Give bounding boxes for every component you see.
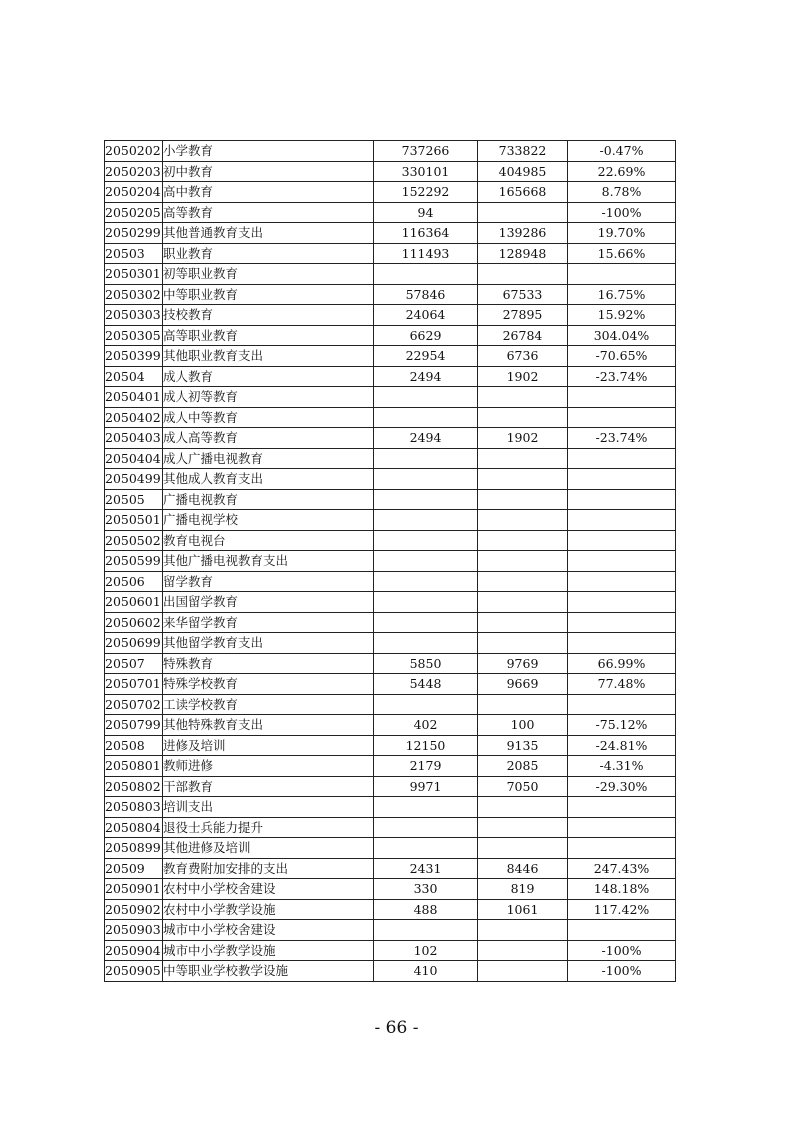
row-code-cell: 2050403 [105,428,163,449]
row-name-cell: 退役士兵能力提升 [163,817,374,838]
row-budget-cell: 22954 [374,346,478,367]
row-budget-cell: 12150 [374,735,478,756]
row-budget-cell: 410 [374,961,478,982]
row-budget-cell [374,694,478,715]
row-change-cell [568,264,676,285]
row-change-cell: -0.47% [568,141,676,162]
table-row [105,530,676,551]
row-name-cell: 教育电视台 [163,530,374,551]
row-name-cell: 高等职业教育 [163,325,374,346]
row-change-cell: -4.31% [568,756,676,777]
row-name-cell: 成人高等教育 [163,428,374,449]
row-actual-cell: 128948 [478,243,568,264]
row-budget-cell: 330101 [374,161,478,182]
row-code-cell: 2050501 [105,510,163,531]
row-actual-cell [478,264,568,285]
row-name-cell: 职业教育 [163,243,374,264]
table-row [105,674,676,695]
row-code-cell: 2050901 [105,879,163,900]
row-actual-cell [478,633,568,654]
table-row [105,284,676,305]
row-name-cell: 其他职业教育支出 [163,346,374,367]
row-change-cell [568,551,676,572]
row-budget-cell: 2431 [374,858,478,879]
row-name-cell: 成人中等教育 [163,407,374,428]
table-row [105,510,676,531]
table-row [105,346,676,367]
row-budget-cell: 2179 [374,756,478,777]
row-actual-cell [478,510,568,531]
row-budget-cell: 2494 [374,428,478,449]
row-change-cell: -100% [568,961,676,982]
row-budget-cell [374,530,478,551]
row-actual-cell [478,202,568,223]
row-name-cell: 中等职业学校教学设施 [163,961,374,982]
table-row [105,223,676,244]
row-budget-cell: 24064 [374,305,478,326]
row-change-cell: 117.42% [568,899,676,920]
row-change-cell: 8.78% [568,182,676,203]
row-actual-cell [478,838,568,859]
row-budget-cell [374,817,478,838]
row-change-cell [568,838,676,859]
row-code-cell: 2050803 [105,797,163,818]
row-actual-cell [478,469,568,490]
row-actual-cell: 2085 [478,756,568,777]
row-change-cell [568,633,676,654]
row-change-cell: -29.30% [568,776,676,797]
row-change-cell [568,448,676,469]
row-actual-cell [478,387,568,408]
row-actual-cell [478,694,568,715]
row-budget-cell: 94 [374,202,478,223]
row-name-cell: 进修及培训 [163,735,374,756]
table-row [105,879,676,900]
row-change-cell [568,510,676,531]
row-actual-cell [478,489,568,510]
table-row [105,202,676,223]
row-change-cell: -23.74% [568,366,676,387]
row-code-cell: 2050903 [105,920,163,941]
table-row [105,448,676,469]
table-row [105,920,676,941]
row-change-cell [568,387,676,408]
row-change-cell: 77.48% [568,674,676,695]
row-actual-cell [478,920,568,941]
row-code-cell: 2050303 [105,305,163,326]
row-change-cell: 304.04% [568,325,676,346]
table-row [105,961,676,982]
row-code-cell: 2050699 [105,633,163,654]
row-name-cell: 来华留学教育 [163,612,374,633]
row-code-cell: 2050801 [105,756,163,777]
row-name-cell: 初等职业教育 [163,264,374,285]
row-budget-cell [374,612,478,633]
row-actual-cell: 9135 [478,735,568,756]
row-name-cell: 其他留学教育支出 [163,633,374,654]
row-actual-cell: 1061 [478,899,568,920]
row-code-cell: 2050299 [105,223,163,244]
row-change-cell: 66.99% [568,653,676,674]
row-code-cell: 2050204 [105,182,163,203]
row-code-cell: 2050402 [105,407,163,428]
table-row [105,633,676,654]
table-row [105,489,676,510]
row-actual-cell: 165668 [478,182,568,203]
row-name-cell: 教育费附加安排的支出 [163,858,374,879]
row-budget-cell: 6629 [374,325,478,346]
row-change-cell [568,612,676,633]
row-budget-cell: 737266 [374,141,478,162]
row-change-cell: -75.12% [568,715,676,736]
row-name-cell: 高中教育 [163,182,374,203]
row-code-cell: 2050899 [105,838,163,859]
row-actual-cell [478,817,568,838]
row-budget-cell [374,920,478,941]
row-budget-cell [374,489,478,510]
row-name-cell: 工读学校教育 [163,694,374,715]
row-code-cell: 2050302 [105,284,163,305]
row-budget-cell: 488 [374,899,478,920]
table-body [105,141,676,982]
table-row [105,161,676,182]
table-row [105,407,676,428]
row-name-cell: 技校教育 [163,305,374,326]
row-code-cell: 20508 [105,735,163,756]
row-budget-cell: 9971 [374,776,478,797]
table-row [105,366,676,387]
row-code-cell: 2050301 [105,264,163,285]
row-code-cell: 2050904 [105,940,163,961]
row-budget-cell [374,571,478,592]
table-row [105,858,676,879]
row-name-cell: 其他广播电视教育支出 [163,551,374,572]
row-code-cell: 2050305 [105,325,163,346]
row-code-cell: 2050202 [105,141,163,162]
table-row [105,612,676,633]
row-code-cell: 2050602 [105,612,163,633]
row-code-cell: 2050902 [105,899,163,920]
row-code-cell: 2050905 [105,961,163,982]
row-change-cell: 15.92% [568,305,676,326]
row-actual-cell [478,571,568,592]
row-code-cell: 20509 [105,858,163,879]
row-actual-cell: 1902 [478,366,568,387]
row-code-cell: 2050401 [105,387,163,408]
table-row [105,715,676,736]
row-budget-cell [374,592,478,613]
row-name-cell: 成人教育 [163,366,374,387]
row-change-cell [568,592,676,613]
row-change-cell: -24.81% [568,735,676,756]
row-actual-cell [478,961,568,982]
row-change-cell: -23.74% [568,428,676,449]
row-budget-cell [374,387,478,408]
table-row [105,428,676,449]
row-code-cell: 2050399 [105,346,163,367]
row-name-cell: 广播电视学校 [163,510,374,531]
row-change-cell [568,797,676,818]
row-code-cell: 2050802 [105,776,163,797]
table-row [105,141,676,162]
budget-table [104,140,676,982]
table-row [105,264,676,285]
row-actual-cell: 404985 [478,161,568,182]
row-name-cell: 农村中小学教学设施 [163,899,374,920]
row-budget-cell [374,633,478,654]
table-row [105,243,676,264]
row-actual-cell: 6736 [478,346,568,367]
row-actual-cell [478,407,568,428]
row-name-cell: 干部教育 [163,776,374,797]
row-change-cell: 22.69% [568,161,676,182]
row-change-cell [568,530,676,551]
row-actual-cell: 819 [478,879,568,900]
row-change-cell: -100% [568,940,676,961]
table-row [105,592,676,613]
row-change-cell: 15.66% [568,243,676,264]
row-name-cell: 小学教育 [163,141,374,162]
table-row [105,469,676,490]
row-budget-cell: 5850 [374,653,478,674]
table-row [105,325,676,346]
row-name-cell: 城市中小学校舍建设 [163,920,374,941]
row-change-cell: 19.70% [568,223,676,244]
row-name-cell: 中等职业教育 [163,284,374,305]
row-change-cell [568,407,676,428]
row-change-cell [568,920,676,941]
row-name-cell: 广播电视教育 [163,489,374,510]
row-budget-cell: 116364 [374,223,478,244]
row-name-cell: 高等教育 [163,202,374,223]
row-budget-cell: 111493 [374,243,478,264]
row-actual-cell: 1902 [478,428,568,449]
table-row [105,305,676,326]
row-budget-cell [374,838,478,859]
row-budget-cell [374,407,478,428]
row-change-cell: -100% [568,202,676,223]
row-budget-cell [374,469,478,490]
row-code-cell: 2050804 [105,817,163,838]
row-actual-cell [478,612,568,633]
row-actual-cell: 67533 [478,284,568,305]
row-change-cell [568,694,676,715]
table-row [105,571,676,592]
row-actual-cell [478,551,568,572]
row-name-cell: 教师进修 [163,756,374,777]
row-code-cell: 2050499 [105,469,163,490]
row-change-cell: 247.43% [568,858,676,879]
table-row [105,817,676,838]
table-row [105,797,676,818]
row-budget-cell [374,264,478,285]
row-name-cell: 其他普通教育支出 [163,223,374,244]
page-number: - 66 - [374,1018,419,1038]
row-budget-cell: 102 [374,940,478,961]
row-change-cell: 148.18% [568,879,676,900]
row-actual-cell [478,797,568,818]
row-change-cell: 16.75% [568,284,676,305]
row-budget-cell: 330 [374,879,478,900]
row-change-cell [568,469,676,490]
row-actual-cell [478,448,568,469]
row-name-cell: 农村中小学校舍建设 [163,879,374,900]
row-budget-cell: 57846 [374,284,478,305]
row-code-cell: 2050404 [105,448,163,469]
row-budget-cell [374,551,478,572]
row-name-cell: 其他特殊教育支出 [163,715,374,736]
row-name-cell: 成人初等教育 [163,387,374,408]
row-actual-cell: 9769 [478,653,568,674]
row-code-cell: 20504 [105,366,163,387]
row-budget-cell: 152292 [374,182,478,203]
row-budget-cell [374,448,478,469]
row-code-cell: 20505 [105,489,163,510]
row-code-cell: 2050203 [105,161,163,182]
row-budget-cell: 402 [374,715,478,736]
row-change-cell: -70.65% [568,346,676,367]
row-actual-cell [478,592,568,613]
table-row [105,551,676,572]
row-actual-cell: 100 [478,715,568,736]
row-code-cell: 2050502 [105,530,163,551]
table-row [105,387,676,408]
row-actual-cell: 26784 [478,325,568,346]
row-name-cell: 其他成人教育支出 [163,469,374,490]
row-change-cell [568,571,676,592]
table-row [105,756,676,777]
row-code-cell: 2050702 [105,694,163,715]
row-actual-cell [478,940,568,961]
table-row [105,735,676,756]
table-row [105,899,676,920]
row-actual-cell: 139286 [478,223,568,244]
row-budget-cell: 5448 [374,674,478,695]
row-change-cell [568,489,676,510]
table-row [105,838,676,859]
row-name-cell: 培训支出 [163,797,374,818]
row-actual-cell: 8446 [478,858,568,879]
row-code-cell: 2050599 [105,551,163,572]
row-code-cell: 2050205 [105,202,163,223]
row-budget-cell [374,510,478,531]
table-row [105,653,676,674]
row-budget-cell: 2494 [374,366,478,387]
row-code-cell: 20503 [105,243,163,264]
row-actual-cell: 27895 [478,305,568,326]
row-code-cell: 2050799 [105,715,163,736]
row-actual-cell: 733822 [478,141,568,162]
row-code-cell: 2050701 [105,674,163,695]
row-actual-cell: 9669 [478,674,568,695]
row-code-cell: 20506 [105,571,163,592]
row-actual-cell [478,530,568,551]
row-name-cell: 初中教育 [163,161,374,182]
row-budget-cell [374,797,478,818]
row-code-cell: 2050601 [105,592,163,613]
row-actual-cell: 7050 [478,776,568,797]
table-row [105,694,676,715]
table-row [105,776,676,797]
table-row [105,182,676,203]
row-name-cell: 特殊教育 [163,653,374,674]
row-name-cell: 城市中小学教学设施 [163,940,374,961]
row-name-cell: 成人广播电视教育 [163,448,374,469]
row-name-cell: 特殊学校教育 [163,674,374,695]
row-change-cell [568,817,676,838]
row-name-cell: 留学教育 [163,571,374,592]
row-name-cell: 出国留学教育 [163,592,374,613]
table-row [105,940,676,961]
row-name-cell: 其他进修及培训 [163,838,374,859]
row-code-cell: 20507 [105,653,163,674]
